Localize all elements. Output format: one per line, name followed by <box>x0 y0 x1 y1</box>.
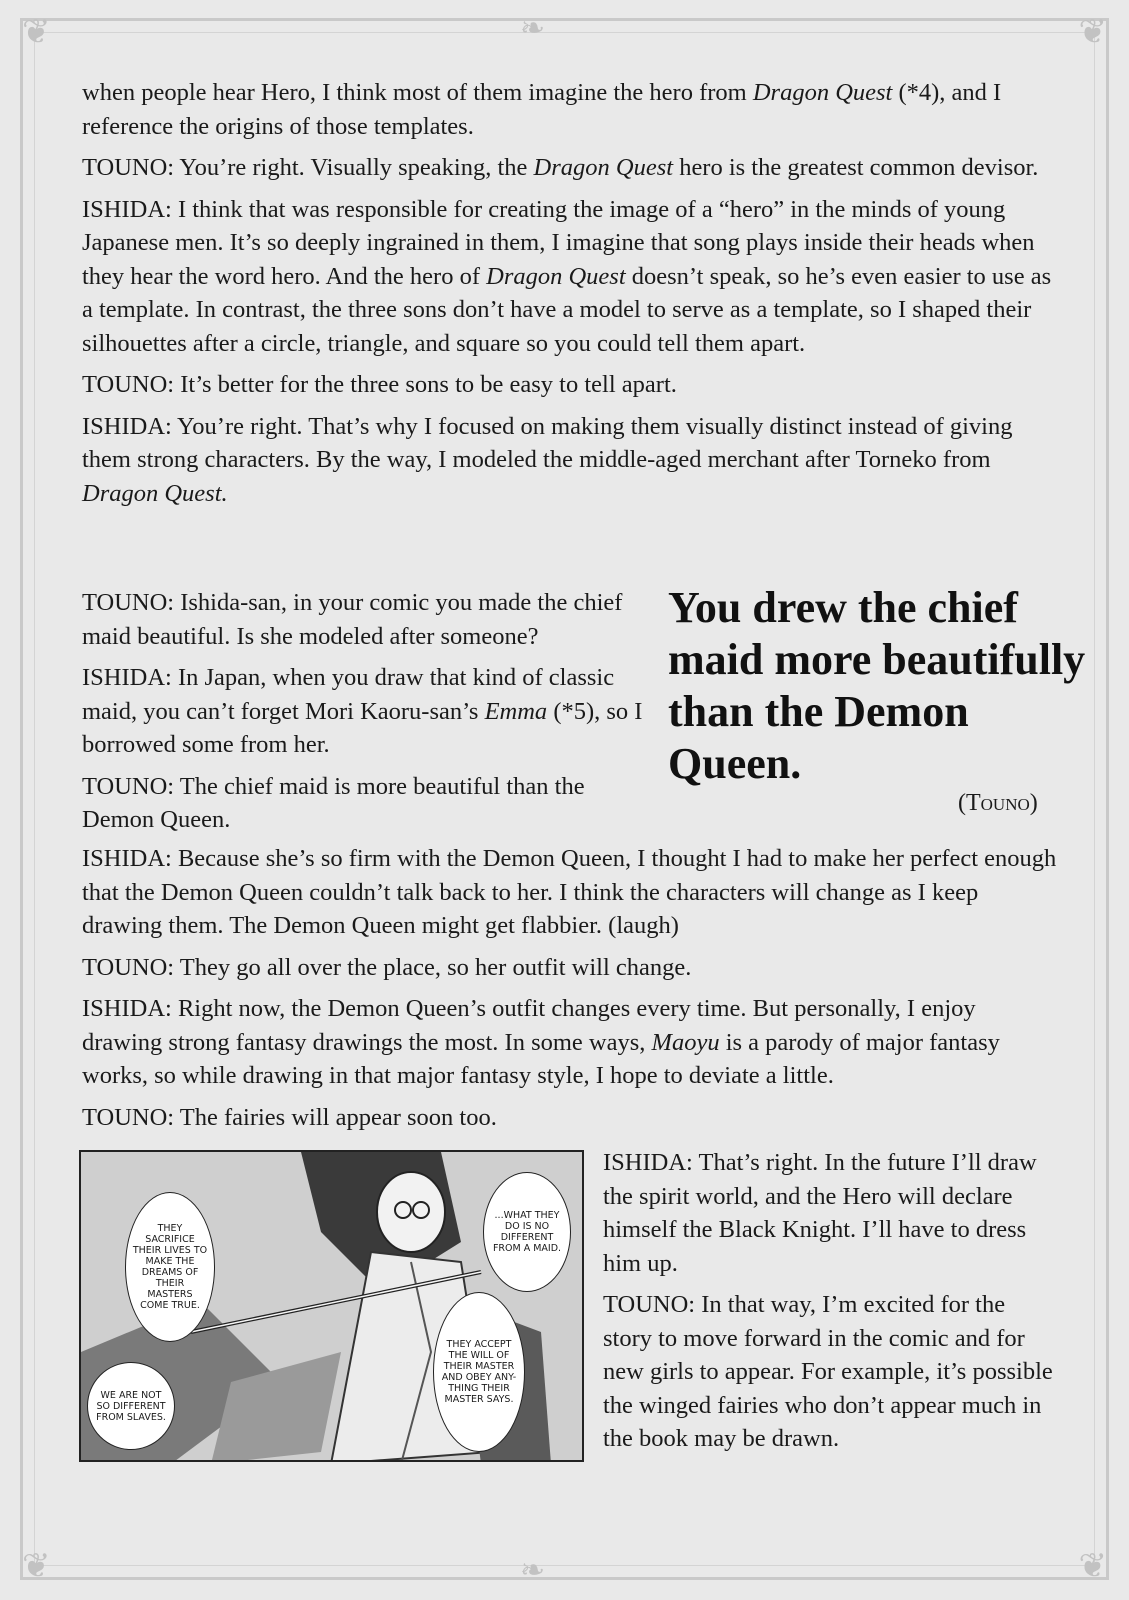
paragraph <box>82 410 1062 511</box>
manga-panel-image <box>79 1150 584 1462</box>
corner-ornament-icon: ❦ <box>1078 14 1107 51</box>
speech-bubble: ...WHAT THEY DO IS NO DIFFERENT FROM A MAID. <box>483 1172 571 1292</box>
speaker-label: ISHIDA: <box>82 195 172 223</box>
paragraph <box>603 1146 1053 1280</box>
interview-text-middle <box>82 842 1062 1134</box>
paragraph <box>82 992 1062 1093</box>
paragraph <box>82 151 1062 185</box>
speaker-label: TOUNO: <box>82 772 175 800</box>
pull-quote-attribution: (Touno) <box>958 790 1038 816</box>
speech-bubble: THEY ACCEPT THE WILL OF THEIR MASTER AND OBEY ANY-THING THEIR MASTER SAYS. <box>433 1292 525 1452</box>
speaker-label: TOUNO: <box>82 371 175 398</box>
italic-title: Dragon Quest. <box>82 479 228 507</box>
text-segment: The fairies will appear soon too. <box>174 1103 497 1131</box>
interview-text-top <box>82 76 1062 510</box>
paragraph <box>82 586 657 653</box>
text-segment: (*5), so I borrowed some from her. <box>82 697 643 758</box>
text-segment: The chief maid is more beautiful than the Demon Queen. <box>82 772 585 833</box>
text-segment: (*4), and I reference the origins of those templates. <box>82 79 1002 140</box>
text-segment: doesn’t speak, so he’s even easier to use as a template. In contrast, the three sons don’t have a model to serve as a template, so I shaped their silhouettes after a circle, triangle, and square so you could tell them apart. <box>82 262 1052 357</box>
speaker-label: TOUNO: <box>82 1103 175 1131</box>
text-segment: hero is the greatest common devisor. <box>673 154 1039 181</box>
paragraph <box>82 951 1062 985</box>
paragraph <box>82 770 657 837</box>
text-segment: You’re right. Visually speaking, the <box>174 154 534 181</box>
text-segment: Ishida-san, in your comic you made the chief maid beautiful. Is she modeled after someone? <box>82 589 623 650</box>
text-segment: It’s better for the three sons to be easy to tell apart. <box>174 371 677 398</box>
italic-title: Maoyu <box>651 1028 720 1056</box>
speech-bubble: THEY SACRIFICE THEIR LIVES TO MAKE THE DREAMS OF THEIR MASTERS COME TRUE. <box>125 1192 215 1342</box>
speaker-label: TOUNO: <box>82 953 175 981</box>
speaker-label: ISHIDA: <box>82 412 172 440</box>
text-segment: Right now, the Demon Queen’s outfit changes every time. But personally, I enjoy drawing strong fantasy drawings the most. In some ways, <box>82 995 976 1056</box>
text-segment: I think that was responsible for creating the image of a “hero” in the minds of young Japanese men. It’s so deeply ingrained in them, I imagine that song plays inside their heads when they hear the word hero. And the hero of <box>82 195 1035 290</box>
speech-bubble: WE ARE NOT SO DIFFERENT FROM SLAVES. <box>87 1362 175 1450</box>
text-segment: is a parody of major fantasy works, so while drawing in that major fantasy style, I hope to deviate a little. <box>82 1028 1000 1089</box>
corner-ornament-icon: ❦ <box>22 1548 51 1585</box>
text-segment: Because she’s so firm with the Demon Queen, I thought I had to make her perfect enough that the Demon Queen couldn’t talk back to her. I think the characters will change as I keep drawing them. The Demon Queen might get flabbier. (laugh) <box>82 845 1057 939</box>
paragraph <box>82 661 657 762</box>
text-segment: In Japan, when you draw that kind of classic maid, you can’t forget Mori Kaoru-san’s <box>82 664 615 725</box>
text-segment: when people hear Hero, I think most of them imagine the hero from <box>82 79 753 106</box>
interview-text-left-column <box>82 586 657 837</box>
corner-ornament-icon: ❦ <box>22 14 51 51</box>
speaker-label: TOUNO: <box>603 1291 696 1318</box>
text-segment: In that way, I’m excited for the story to move forward in the comic and for new girls to appear. For example, it’s possible the winged fairies who don’t appear much in the book may be drawn. <box>603 1291 1053 1452</box>
text-segment: That’s right. In the future I’ll draw the spirit world, and the Hero will declare himself the Black Knight. I’ll have to dress him up. <box>603 1149 1037 1277</box>
speaker-label: ISHIDA: <box>82 664 172 691</box>
italic-title: Emma <box>484 697 548 725</box>
paragraph <box>603 1288 1053 1456</box>
text-segment: You’re right. That’s why I focused on making them visually distinct instead of giving them strong characters. By the way, I modeled the middle-aged merchant after Torneko from <box>82 412 1013 473</box>
pull-quote: You drew the chief maid more beautifully than the Demon Queen. <box>668 583 1086 788</box>
italic-title: Dragon Quest <box>486 262 626 290</box>
paragraph <box>82 193 1062 361</box>
text-segment: They go all over the place, so her outfit will change. <box>174 953 692 981</box>
italic-title: Dragon Quest <box>533 154 674 181</box>
top-ornament-icon: ❧ <box>520 12 546 45</box>
paragraph <box>82 368 1062 402</box>
paragraph <box>82 1101 1062 1135</box>
speaker-label: ISHIDA: <box>603 1149 693 1176</box>
speaker-label: TOUNO: <box>82 154 175 181</box>
speaker-label: ISHIDA: <box>82 995 172 1022</box>
speaker-label: ISHIDA: <box>82 845 172 872</box>
paragraph <box>82 76 1062 143</box>
italic-title: Dragon Quest <box>752 79 893 106</box>
corner-ornament-icon: ❦ <box>1078 1548 1107 1585</box>
bottom-ornament-icon: ❧ <box>520 1554 546 1587</box>
paragraph <box>82 842 1062 943</box>
interview-text-right-column <box>603 1146 1053 1456</box>
speaker-label: TOUNO: <box>82 589 175 616</box>
